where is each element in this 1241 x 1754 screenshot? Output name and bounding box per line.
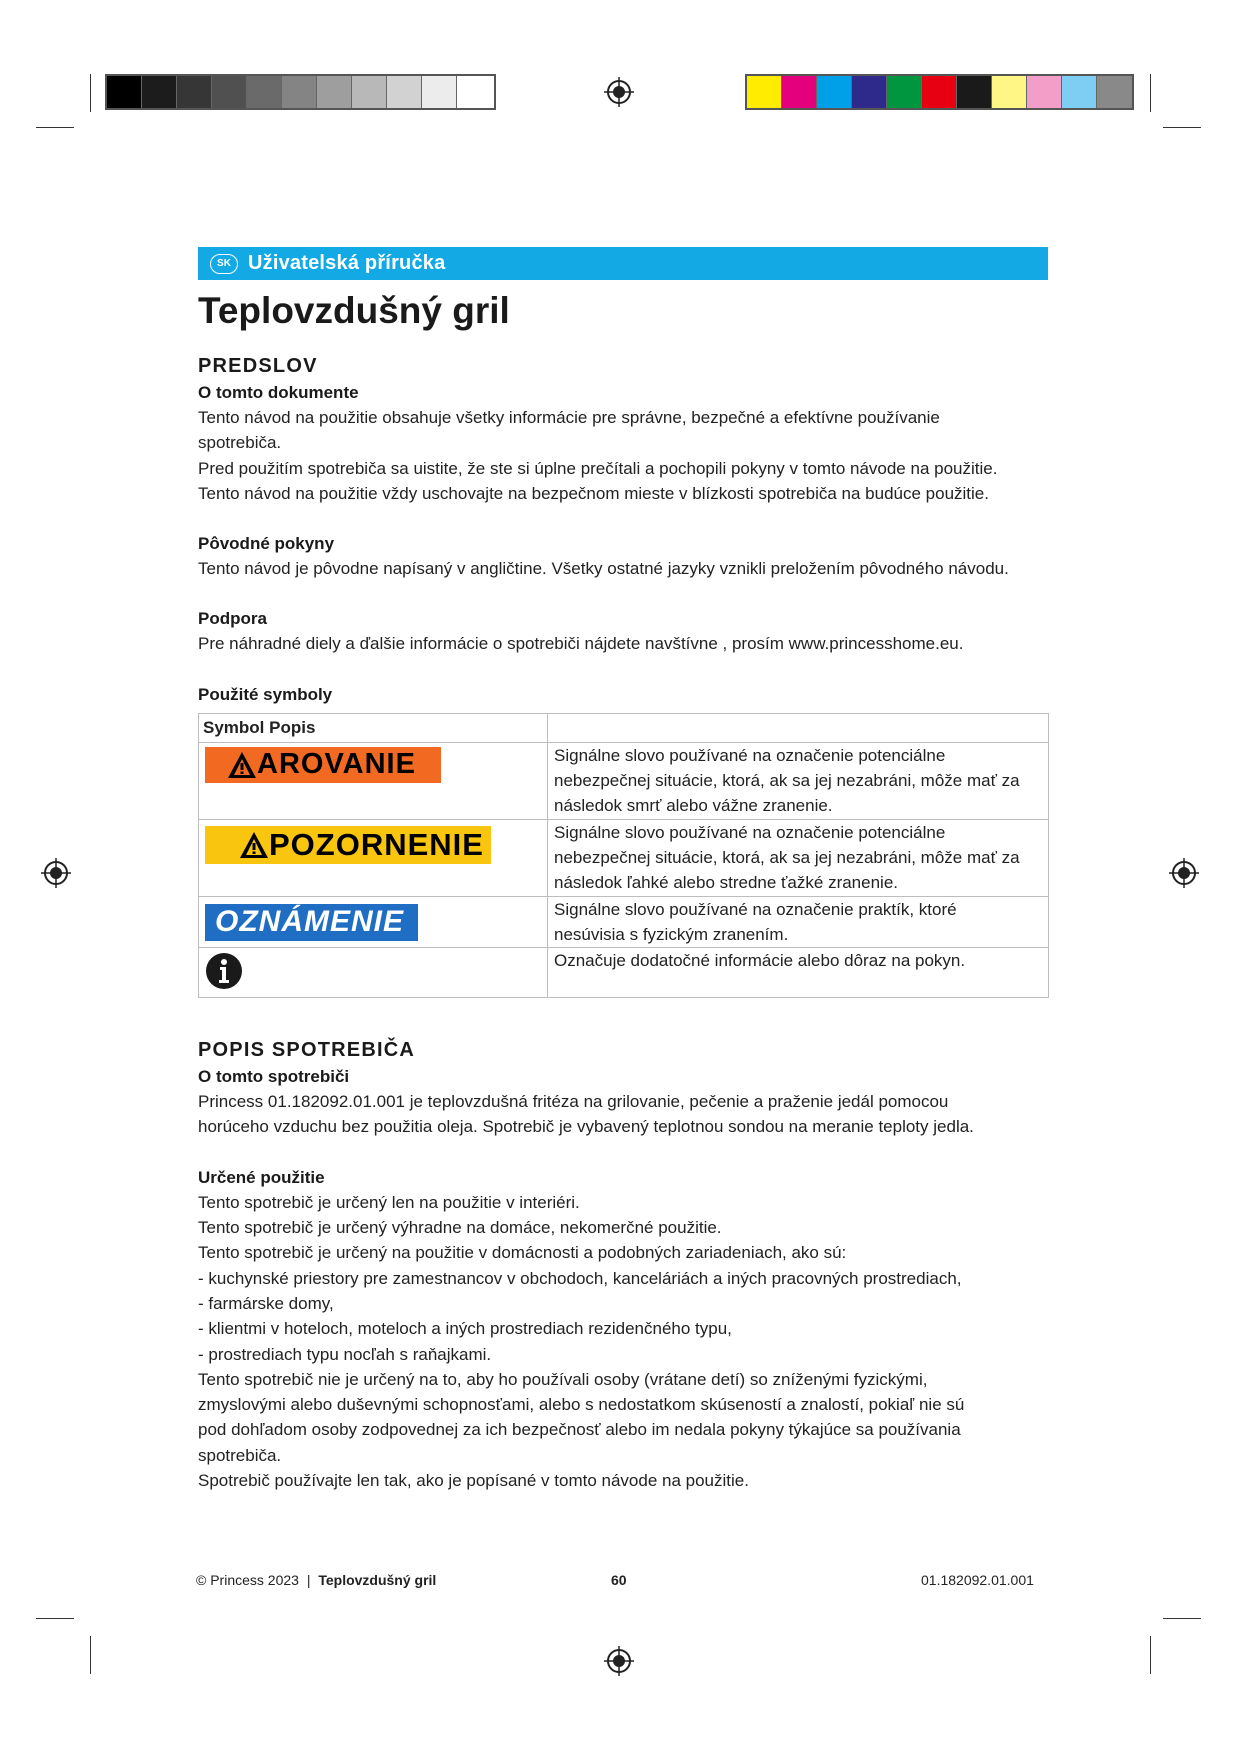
warning-triangle-icon: [227, 751, 257, 779]
registration-mark-icon: [1169, 858, 1199, 888]
warning-triangle-icon: [239, 831, 269, 859]
color-swatch: [142, 76, 177, 108]
description-line: Signálne slovo používané na označenie potenciálne: [554, 822, 946, 842]
description-line: Signálne slovo používané na označenie praktík, ktoré: [554, 899, 957, 919]
registration-mark-icon: [604, 77, 634, 107]
table-row: [199, 896, 1049, 948]
color-swatch: [817, 76, 852, 108]
page-number: 60: [611, 1572, 627, 1588]
subsection-title: Pôvodné pokyny: [198, 534, 335, 554]
list-item: - klientmi v hoteloch, moteloch a iných prostrediach rezidenčného typu,: [198, 1319, 732, 1339]
paragraph-line: Pred použitím spotrebiča sa uistite, že ste si úplne prečítali a pochopili pokyny v tomto návode na použitie.: [198, 458, 998, 478]
symbols-table: [198, 713, 1049, 998]
table-header-row: [199, 713, 1049, 742]
description-line: nesúvisia s fyzickým zranením.: [554, 924, 789, 944]
notice-label-text: OZNÁMENIE: [215, 905, 404, 939]
symbol-description: [548, 896, 1049, 948]
paragraph-line: Tento spotrebič je určený len na použitie v interiéri.: [198, 1192, 580, 1212]
paragraph-line: spotrebiča.: [198, 433, 282, 453]
crop-mark: [1163, 1618, 1201, 1619]
color-swatch: [457, 76, 492, 108]
table-row: [199, 742, 1049, 819]
color-swatch: [992, 76, 1027, 108]
symbol-cell: [199, 742, 548, 819]
description-line: nebezpečnej situácie, ktorá, ak sa jej nezabráni, môže mať za: [554, 771, 1020, 791]
color-swatch: [352, 76, 387, 108]
color-swatch: [247, 76, 282, 108]
subsection-title: O tomto dokumente: [198, 383, 359, 402]
subsection-title: Použité symboly: [198, 684, 333, 704]
footer-product-code: 01.182092.01.001: [921, 1572, 1034, 1588]
section-title-predslov: PREDSLOV: [198, 355, 318, 377]
cmyk-color-bar: [745, 74, 1134, 110]
crop-mark: [36, 127, 74, 128]
registration-mark-icon: [604, 1646, 634, 1676]
color-swatch: [957, 76, 992, 108]
section-title-popis: POPIS SPOTREBIČA: [198, 1039, 416, 1062]
color-swatch: [852, 76, 887, 108]
paragraph-line: Tento návod na použitie obsahuje všetky informácie pre správne, bezpečné a efektívne používanie: [198, 408, 940, 427]
footer-product: Teplovzdušný gril: [318, 1572, 437, 1588]
color-swatch: [422, 76, 457, 108]
caution-label: [205, 826, 491, 864]
crop-mark: [1150, 1636, 1151, 1674]
crop-mark: [36, 1618, 74, 1619]
subsection-title: O tomto spotrebiči: [198, 1067, 350, 1087]
subsection-title: Určené použitie: [198, 1167, 325, 1187]
paragraph-line: spotrebiča.: [198, 1445, 282, 1465]
color-swatch: [387, 76, 422, 108]
list-item: - farmárske domy,: [198, 1293, 334, 1313]
color-swatch: [212, 76, 247, 108]
footer-copyright: © Princess 2023: [196, 1572, 299, 1588]
symbol-cell: [199, 948, 548, 998]
paragraph-line: Tento návod je pôvodne napísaný v angličtine. Všetky ostatné jazyky vznikli preložením pôvodného návodu.: [198, 559, 1009, 579]
crop-mark: [1163, 127, 1201, 128]
notice-label: [205, 904, 418, 941]
color-swatch: [177, 76, 212, 108]
subsection-title: Podpora: [198, 609, 267, 629]
color-swatch: [317, 76, 352, 108]
paragraph-line: Tento spotrebič je určený výhradne na domáce, nekomerčné použitie.: [198, 1218, 722, 1238]
table-header-cell: Symbol Popis: [199, 713, 548, 742]
color-swatch: [107, 76, 142, 108]
manual-banner: [198, 247, 1048, 280]
paragraph-line: Spotrebič používajte len tak, ako je popísané v tomto návode na použitie.: [198, 1471, 749, 1491]
crop-mark: [90, 74, 91, 112]
table-header-cell: [548, 713, 1049, 742]
grayscale-color-bar: [105, 74, 496, 110]
description-line: nebezpečnej situácie, ktorá, ak sa jej nezabráni, môže mať za: [554, 847, 1020, 867]
paragraph-line: pod dohľadom osoby zodpovednej za ich bezpečnosť alebo im nedala pokyny týkajúce sa používania: [198, 1420, 961, 1440]
banner-title: Uživatelská příručka: [248, 252, 446, 274]
table-row: [199, 948, 1049, 998]
crop-mark: [1150, 74, 1151, 112]
table-row: [199, 819, 1049, 896]
color-swatch: [1062, 76, 1097, 108]
color-swatch: [887, 76, 922, 108]
description-line: Signálne slovo používané na označenie potenciálne: [554, 745, 946, 765]
symbol-description: [548, 948, 1049, 998]
description-line: následok smrť alebo vážne zranenie.: [554, 796, 833, 816]
list-item: - prostrediach typu nocľah s raňajkami.: [198, 1344, 492, 1364]
footer: [196, 1572, 436, 1588]
paragraph-line: zmyslovými alebo duševnými schopnosťami, alebo s nedostatkom skúseností a znalostí, pokiaľ nie sú: [198, 1395, 965, 1415]
paragraph-line: Tento návod na použitie vždy uschovajte na bezpečnom mieste v blízkosti spotrebiča na budúce použitie.: [198, 483, 989, 503]
color-swatch: [282, 76, 317, 108]
list-item: - kuchynské priestory pre zamestnancov v obchodoch, kanceláriách a iných pracovných prostrediach,: [198, 1268, 962, 1288]
warning-label-text: AROVANIE: [257, 748, 416, 781]
description-line: následok ľahké alebo stredne ťažké zranenie.: [554, 873, 899, 893]
crop-mark: [90, 1636, 91, 1674]
color-swatch: [1097, 76, 1132, 108]
language-badge: SK: [210, 254, 238, 274]
symbol-cell: [199, 896, 548, 948]
description-line: Označuje dodatočné informácie alebo dôraz na pokyn.: [554, 951, 966, 971]
symbol-description: [548, 742, 1049, 819]
paragraph-line: horúceho vzduchu bez použitia oleja. Spotrebič je vybavený teplotnou sondou na meranie teploty jedla.: [198, 1117, 974, 1137]
paragraph-line: Tento spotrebič je určený na použitie v domácnosti a podobných zariadeniach, ako sú:: [198, 1243, 847, 1263]
info-icon: [205, 952, 243, 990]
paragraph-line: Tento spotrebič nie je určený na to, aby ho používali osoby (vrátane detí) so zníženými fyzickými,: [198, 1369, 928, 1389]
registration-mark-icon: [41, 858, 71, 888]
support-paragraph: Pre náhradné diely a ďalšie informácie o spotrebiči nájdete navštívne , prosím www.princesshome.eu.: [198, 634, 964, 654]
warning-label: [205, 747, 441, 783]
color-swatch: [747, 76, 782, 108]
document-body: [198, 352, 1058, 1493]
footer-separator: |: [306, 1572, 311, 1588]
symbol-cell: [199, 819, 548, 896]
color-swatch: [922, 76, 957, 108]
paragraph-line: Princess 01.182092.01.001 je teplovzdušná fritéza na grilovanie, pečenie a praženie jedál pomocou: [198, 1092, 949, 1112]
caution-label-text: POZORNENIE: [269, 826, 484, 862]
color-swatch: [782, 76, 817, 108]
page-title: Teplovzdušný gril: [198, 290, 510, 331]
symbol-description: [548, 819, 1049, 896]
color-swatch: [1027, 76, 1062, 108]
